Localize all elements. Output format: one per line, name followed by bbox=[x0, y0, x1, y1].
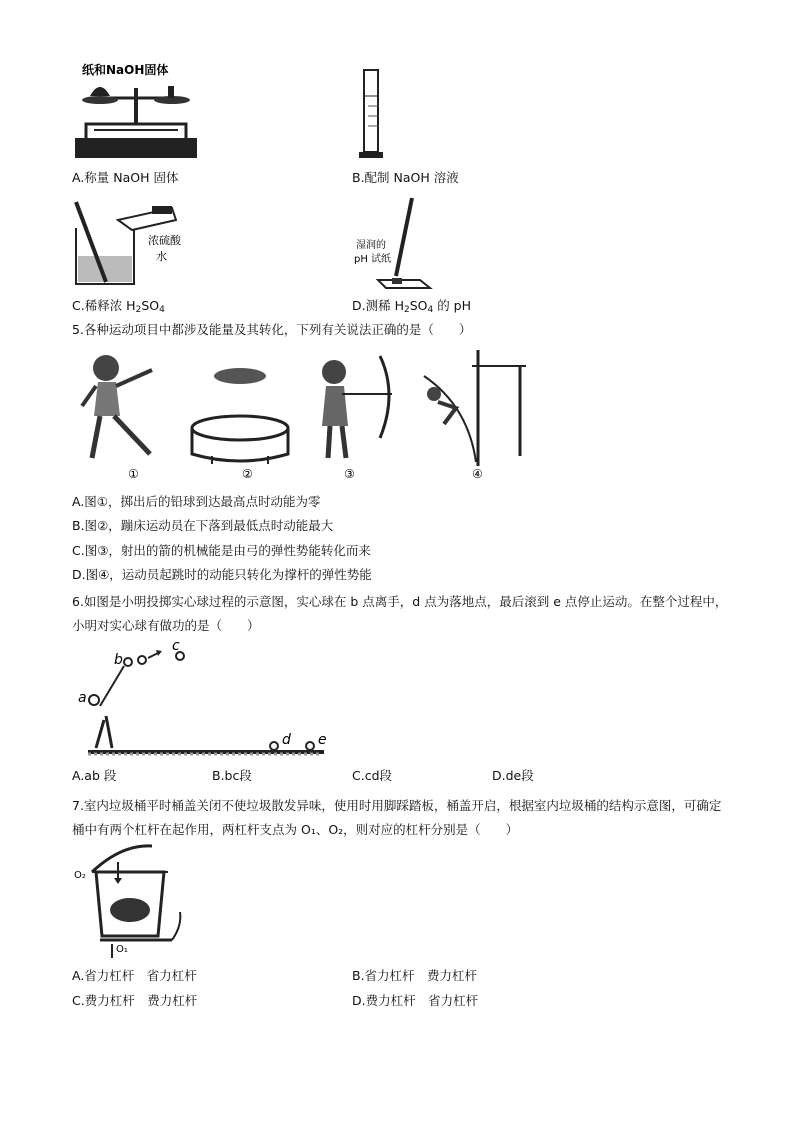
ph-label-paper: pH 试纸 bbox=[354, 254, 392, 265]
ph-test-figure bbox=[352, 196, 442, 292]
q4-option-c bbox=[72, 298, 165, 318]
fig-label-4: ④ bbox=[472, 467, 483, 481]
q6-option-a: A.ab 段 bbox=[72, 768, 117, 783]
dilution-figure bbox=[72, 198, 184, 290]
balance-label: 纸和NaOH固体 bbox=[82, 63, 169, 77]
q4-option-d-sub2: 4 bbox=[427, 305, 434, 315]
q5-option-a: A.图①，掷出后的铅球到达最高点时动能为零 bbox=[72, 494, 321, 509]
q5-stem: 5.各种运动项目中都涉及能量及其转化，下列有关说法正确的是（ ） bbox=[72, 322, 472, 337]
point-e: e bbox=[318, 732, 327, 748]
q5-option-d: D.图④，运动员起跳时的动能只转化为撑杆的弹性势能 bbox=[72, 567, 372, 582]
cylinder-figure bbox=[358, 66, 388, 164]
q4-option-d-text: D.测稀 H bbox=[352, 298, 404, 313]
trash-can-figure bbox=[72, 842, 192, 962]
q4-option-a: A.称量 NaOH 固体 bbox=[72, 170, 179, 185]
point-a: a bbox=[78, 690, 87, 706]
q5-option-c: C.图③，射出的箭的机械能是由弓的弹性势能转化而来 bbox=[72, 543, 371, 558]
q4-option-c-sub2: 4 bbox=[159, 305, 165, 315]
q5-option-b: B.图②，蹦床运动员在下落到最低点时动能最大 bbox=[72, 518, 334, 533]
q5-figures bbox=[72, 346, 532, 486]
fig-label-2: ② bbox=[242, 467, 253, 481]
dilution-label-water: 水 bbox=[156, 250, 167, 263]
shot-throw-figure bbox=[72, 640, 332, 760]
fulcrum-o2-label: O₂ bbox=[74, 870, 86, 881]
point-d: d bbox=[282, 732, 291, 748]
q7-stem: 7.室内垃圾桶平时桶盖关闭不使垃圾散发异味，使用时用脚踩踏板，桶盖开启，根据室内垃圾桶的结构示意图，可确定桶中有两个杠杆在起作用，两杠杆支点为 O₁、O₂，则对应的杠杆分别是（ ） bbox=[72, 798, 722, 837]
q6-option-d: D.de段 bbox=[492, 768, 534, 783]
point-b: b bbox=[114, 652, 123, 668]
q7-option-b: B.省力杠杆 费力杠杆 bbox=[352, 968, 478, 983]
q4-option-d-sub1: 2 bbox=[403, 305, 410, 315]
balance-figure bbox=[72, 58, 202, 164]
q4-option-d bbox=[352, 298, 471, 318]
q4-option-c-text: C.稀释浓 H bbox=[72, 298, 136, 313]
pole-vault-figure bbox=[424, 350, 526, 481]
q4-option-b: B.配制 NaOH 溶液 bbox=[352, 170, 459, 185]
ph-label-wet: 湿润的 bbox=[356, 240, 386, 251]
q7-option-c: C.费力杠杆 费力杠杆 bbox=[72, 993, 198, 1008]
archer-figure bbox=[322, 356, 392, 481]
q6-option-b: B.bc段 bbox=[212, 768, 252, 783]
shotput-athlete-figure bbox=[82, 355, 152, 481]
q4-option-c-mid: SO bbox=[141, 298, 160, 313]
q7-option-a: A.省力杠杆 省力杠杆 bbox=[72, 968, 197, 983]
q4-option-c-sub1: 2 bbox=[135, 305, 142, 315]
fig-label-1: ① bbox=[128, 467, 139, 481]
fulcrum-o1-label: O₁ bbox=[116, 944, 128, 955]
point-c: c bbox=[172, 640, 180, 654]
q4-option-d-post: 的 pH bbox=[433, 298, 472, 313]
fig-label-3: ③ bbox=[344, 467, 355, 481]
q6-stem: 6.如图是小明投掷实心球过程的示意图，实心球在 b 点离手，d 点为落地点，最后滚到 e 点停止运动。在整个过程中，小明对实心球有做功的是（ ） bbox=[72, 594, 728, 633]
q6-option-c: C.cd段 bbox=[352, 768, 393, 783]
trampoline-figure bbox=[192, 368, 288, 481]
q7-option-d: D.费力杠杆 省力杠杆 bbox=[352, 993, 479, 1008]
dilution-label-acid: 浓硫酸 bbox=[148, 234, 181, 247]
q4-option-d-mid: SO bbox=[409, 298, 428, 313]
